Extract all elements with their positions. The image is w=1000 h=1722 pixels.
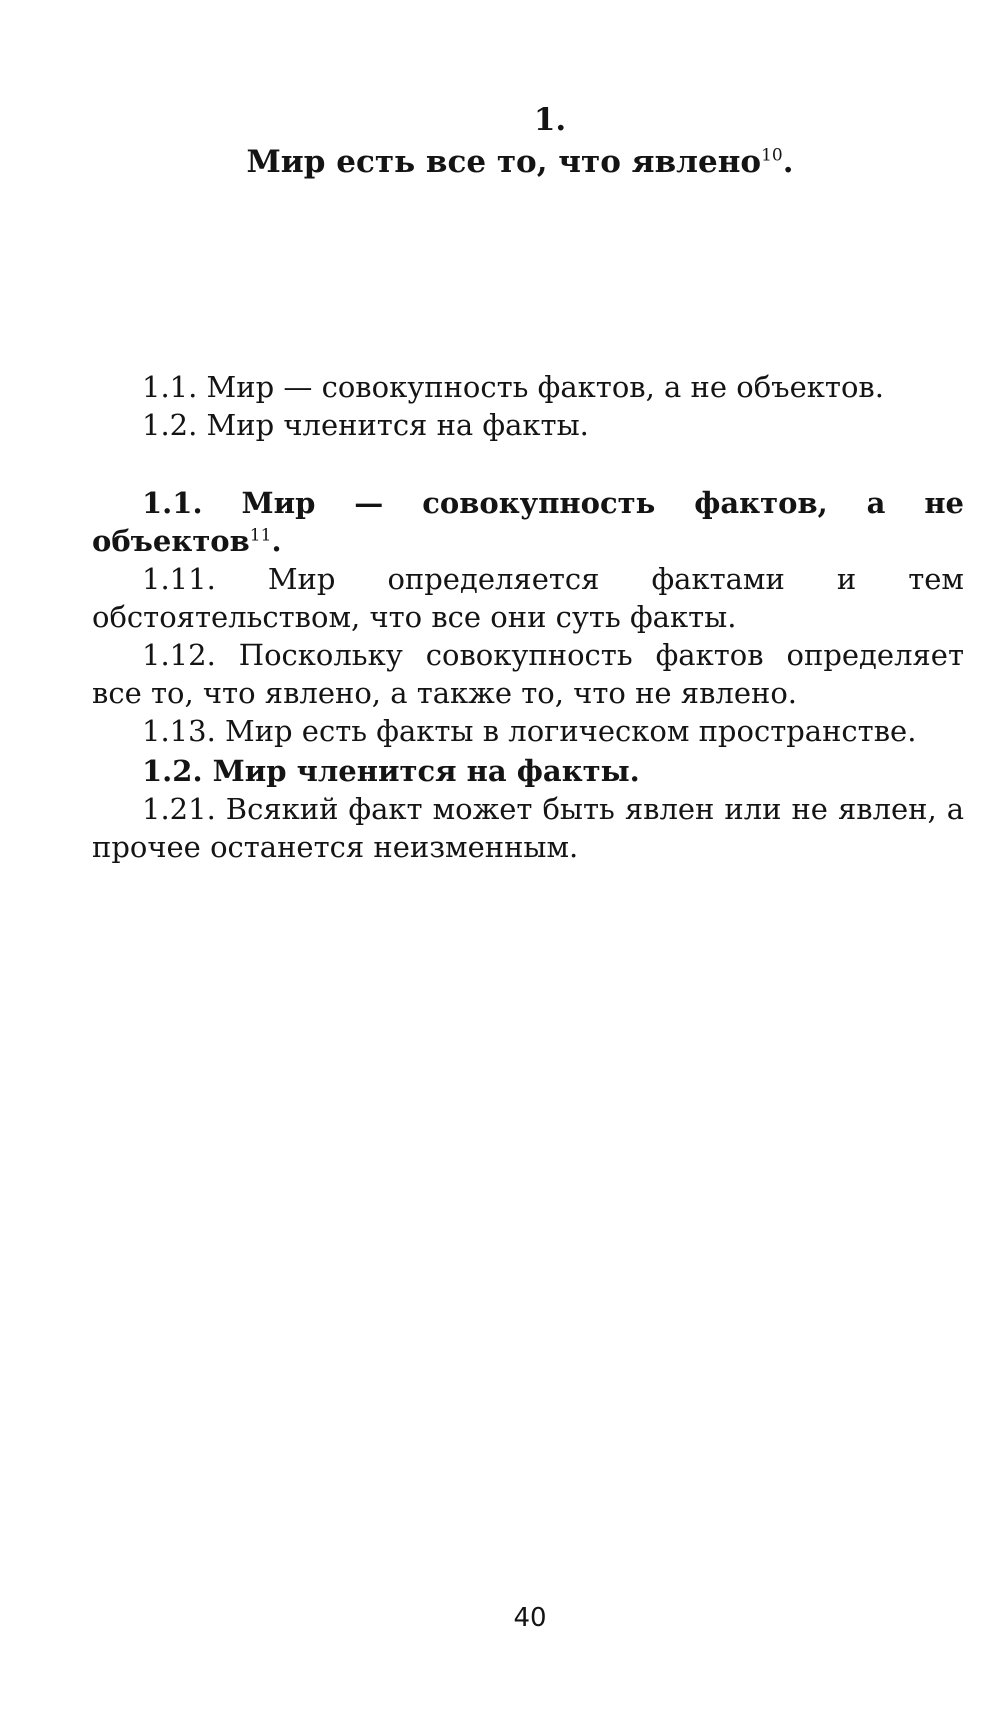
page-number: 40 [513, 1603, 547, 1633]
summary-item: 1.1. Мир — совокупность фактов, а не объектов. [142, 370, 884, 404]
section-heading: 1.2. Мир членится на факты. [142, 754, 640, 788]
chapter-summary [92, 368, 964, 444]
section-1-1 [92, 484, 964, 750]
chapter-number: 1. [533, 102, 567, 138]
chapter-title-period: . [782, 144, 794, 180]
chapter-title [0, 142, 1000, 182]
footnote-ref: 11 [249, 525, 272, 546]
section-heading-text: 1.1. Мир — совокупность фактов, а не объектов [92, 486, 964, 558]
section-heading-period: . [271, 524, 282, 558]
section-1-2 [92, 752, 964, 866]
chapter-title-text: Мир есть все то, что явлено [246, 144, 762, 180]
proposition-paragraph: 1.12. Поскольку совокупность фактов определяет все то, что явлено, а также то, что не явлено. [92, 638, 964, 710]
footnote-ref: 10 [761, 145, 783, 166]
summary-item: 1.2. Мир членится на факты. [142, 408, 589, 442]
proposition-paragraph: 1.11. Мир определяется фактами и тем обстоятельством, что все они суть факты. [92, 562, 964, 634]
proposition-paragraph: 1.13. Мир есть факты в логическом пространстве. [142, 714, 917, 748]
proposition-paragraph: 1.21. Всякий факт может быть явлен или не явлен, а прочее останется неизменным. [92, 792, 964, 864]
section-heading [92, 484, 964, 560]
